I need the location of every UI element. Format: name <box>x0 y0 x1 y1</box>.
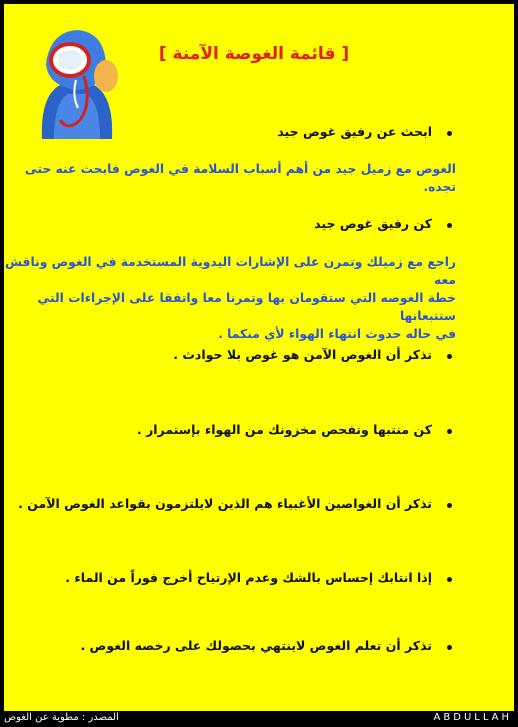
bullet-icon <box>447 577 452 582</box>
item-heading: كن رفيق غوص جيد <box>314 216 432 231</box>
diver-icon <box>32 24 122 144</box>
paragraph-line: في حاله حدوث انتهاء الهواء لأي منكما . <box>218 327 456 341</box>
bullet-icon <box>447 354 452 359</box>
item-paragraph <box>0 160 456 196</box>
bullet-icon <box>447 503 452 508</box>
item-heading: تذكر أن الغوص الآمن هو غوص بلا حوادث . <box>173 347 432 362</box>
item-heading: إذا انتابك إحساس بالشك وعدم الإرتياح أخرج فوراً من الماء . <box>65 570 432 585</box>
bullet-icon <box>447 131 452 136</box>
paragraph-line: راجع مع زميلك وتمرن على الإشارات اليدوية المستخدمة في الغوص وناقش معه <box>5 255 456 287</box>
footer-source: المصدر : مطوية عن الغوص <box>4 712 119 723</box>
page-title: [ قائمة الغوصة الآمنة ] <box>158 44 350 64</box>
item-heading: تذكر أن تعلم الغوص لاينتهي بحصولك على رخصه الغوص . <box>80 638 432 653</box>
paragraph-line: خطة الغوصه التي ستقومان بها وتمرنا معا واتفقا على الإجراءات التي ستتبعانها <box>37 291 456 323</box>
footer-author: ABDULLAH <box>433 712 512 723</box>
bullet-icon <box>447 645 452 650</box>
item-heading: ابحث عن رفيق غوص جيد <box>277 124 432 139</box>
item-heading: تذكر أن الغواصين الأغبياء هم الذين لايلتزمون بقواعد الغوص الآمن . <box>18 496 432 511</box>
item-paragraph <box>0 253 456 343</box>
item-heading: كن منتبها وتفحص مخزونك من الهواء بإستمرار . <box>136 422 432 437</box>
paragraph-line: الغوص مع زميل جيد من أهم أسباب السلامة في الغوص فابحث عنه حتى تجده. <box>24 162 456 194</box>
bullet-icon <box>447 429 452 434</box>
bullet-icon <box>447 223 452 228</box>
